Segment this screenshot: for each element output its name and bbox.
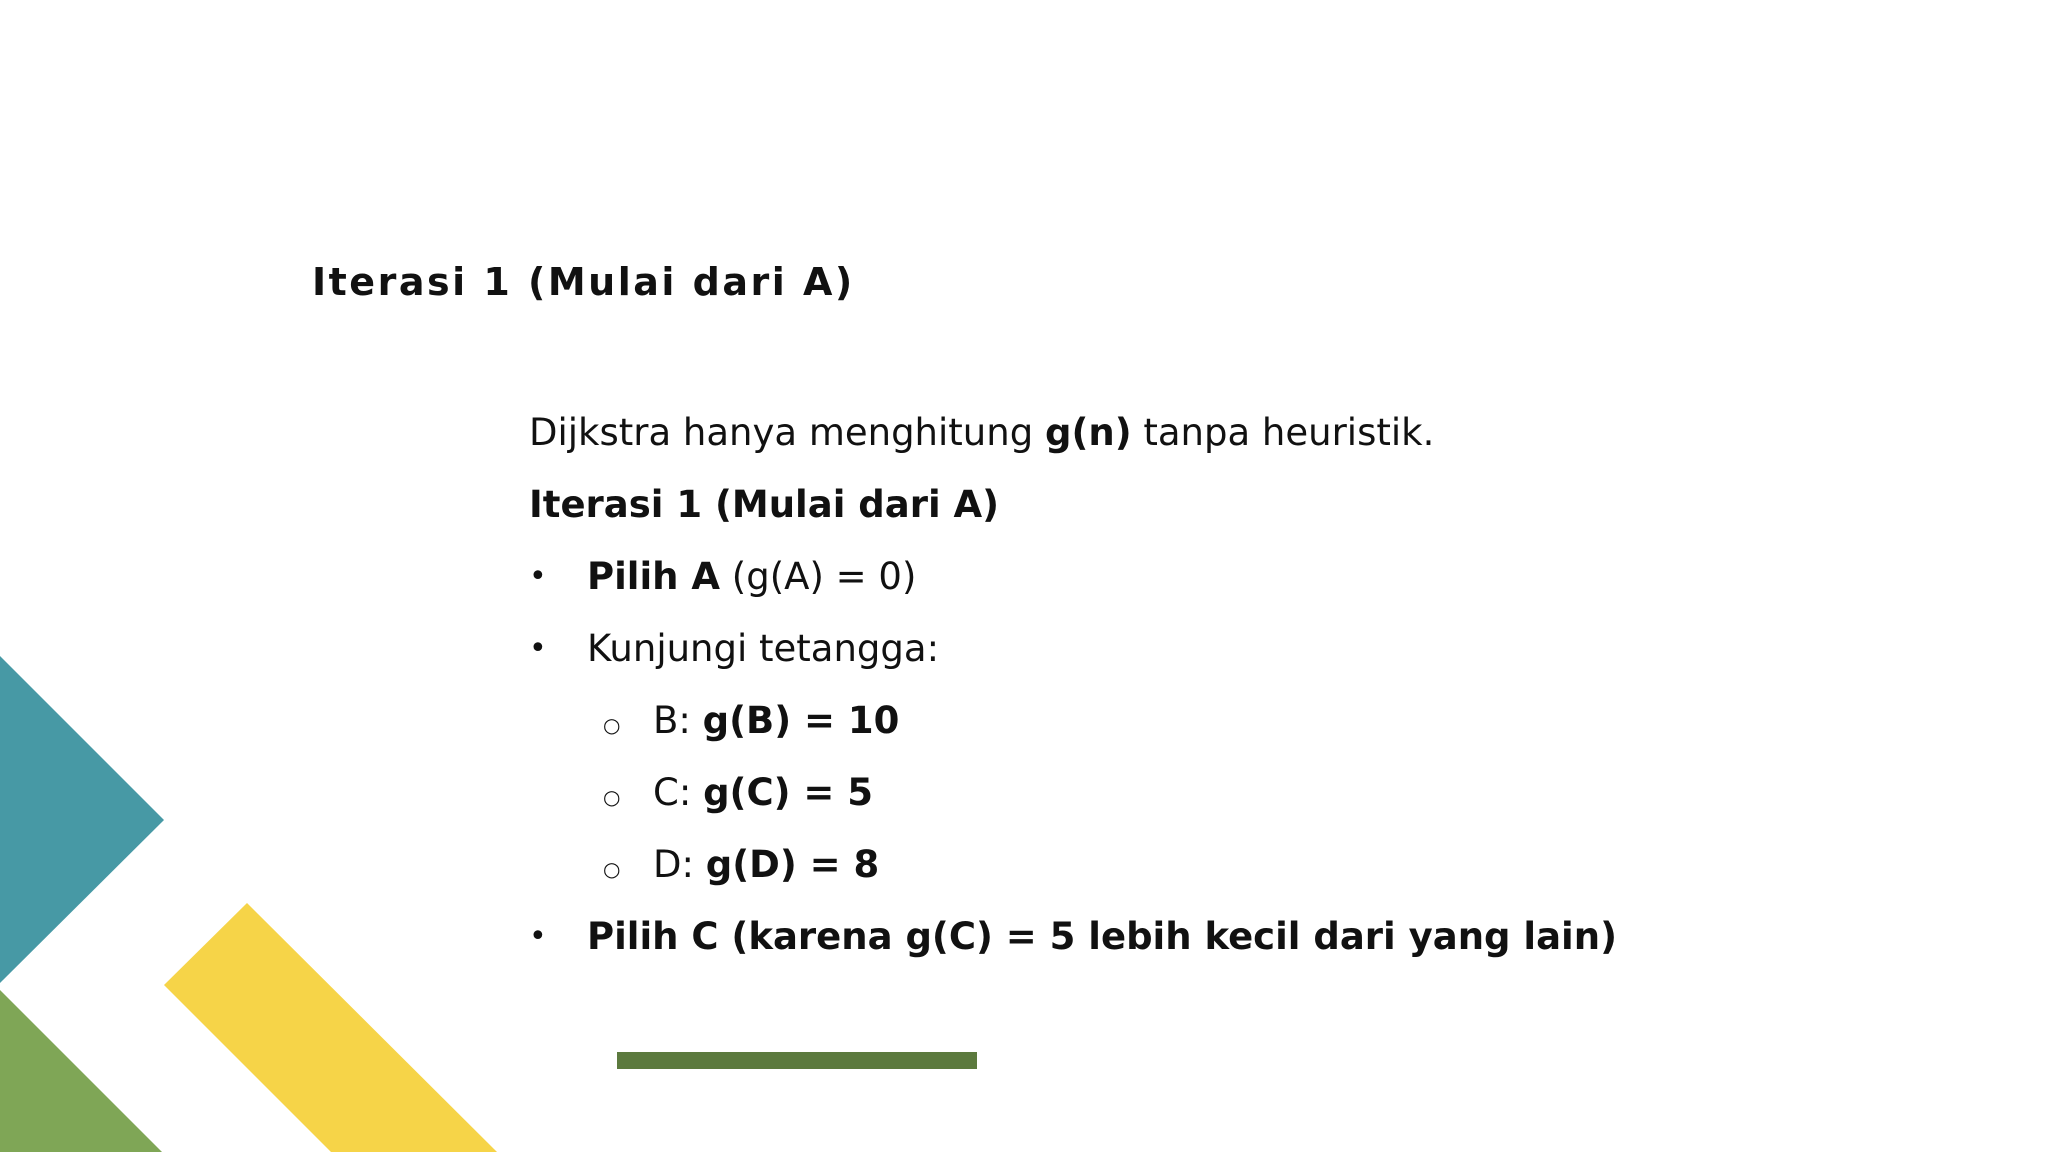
bullet-item <box>529 901 1617 973</box>
sub-bullet-text: D: g(D) = 8 <box>653 843 880 886</box>
green-triangle <box>0 990 162 1152</box>
bullet-text: Pilih C (karena g(C) = 5 lebih kecil dari yang lain) <box>587 915 1617 958</box>
bullet-item <box>529 613 1434 685</box>
slide-title: Iterasi 1 (Mulai dari A) <box>312 260 855 304</box>
sub-bullet-item <box>529 757 1434 829</box>
intro-text-end: tanpa heuristik. <box>1131 411 1435 454</box>
intro-text: Dijkstra hanya menghitung <box>529 411 1045 454</box>
bullet-icon: • <box>529 919 547 954</box>
subheading: Iterasi 1 (Mulai dari A) <box>529 483 1000 526</box>
sub-bullet-item <box>529 685 1434 757</box>
sub-bullet-text: B: g(B) = 10 <box>653 699 900 742</box>
intro-bold: g(n) <box>1044 411 1132 454</box>
intro-line <box>529 397 1434 469</box>
bullet-icon: • <box>529 631 547 666</box>
circle-bullet-icon: ○ <box>603 713 621 737</box>
sub-bullet-text: C: g(C) = 5 <box>653 771 874 814</box>
circle-bullet-icon: ○ <box>603 857 621 881</box>
sub-bullet-item <box>529 829 1434 901</box>
slide-body <box>529 397 1617 973</box>
teal-triangle <box>0 656 164 983</box>
bullet-text: Pilih A (g(A) = 0) <box>587 555 917 598</box>
bullet-text: Kunjungi tetangga: <box>587 627 940 670</box>
yellow-stripe <box>164 903 497 1152</box>
accent-bar <box>617 1052 977 1069</box>
bullet-item <box>529 541 1434 613</box>
bullet-icon: • <box>529 559 547 594</box>
circle-bullet-icon: ○ <box>603 785 621 809</box>
